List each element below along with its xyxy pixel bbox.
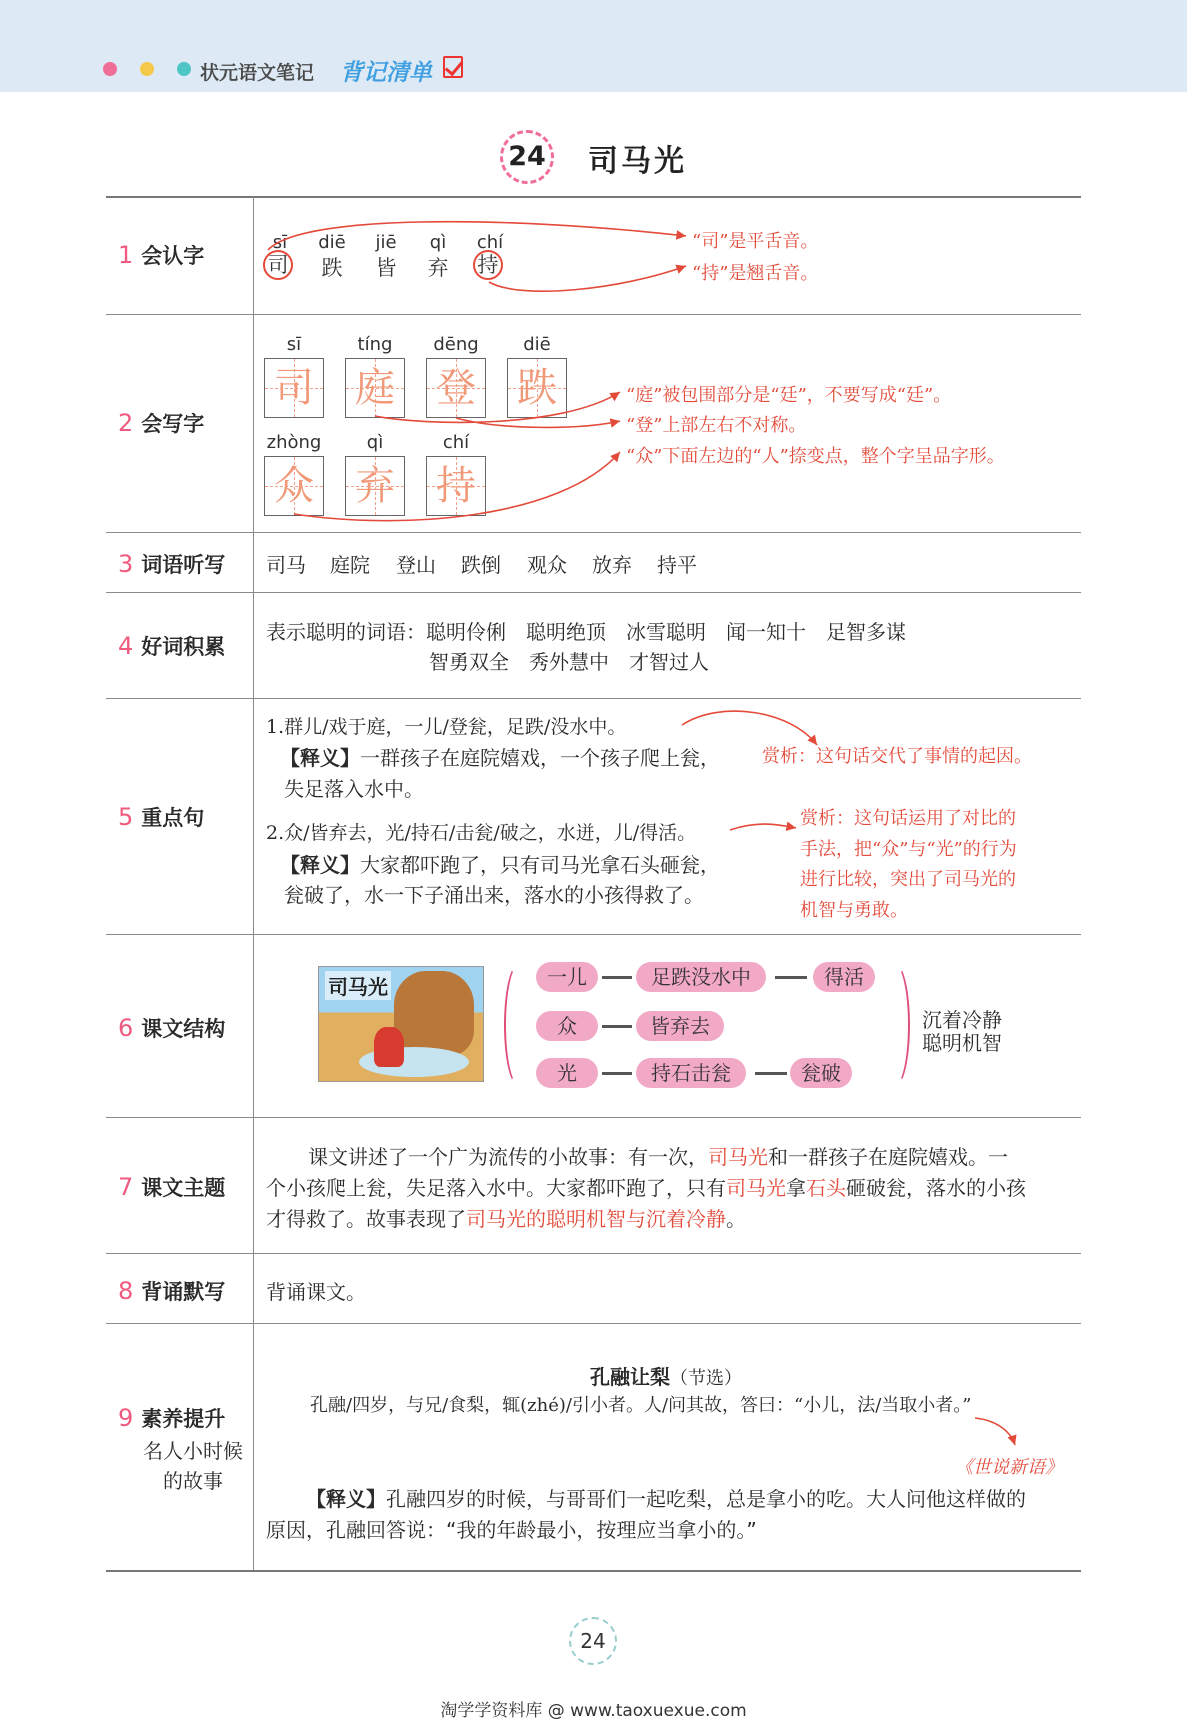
grid-character: 众 xyxy=(274,463,314,509)
explanation-tag: 【释义】 xyxy=(280,853,360,877)
structure-pill: 众 xyxy=(536,1011,598,1041)
pinyin: qì xyxy=(366,432,384,453)
section-number: 1 xyxy=(118,241,134,269)
pinyin: zhòng xyxy=(266,432,322,453)
writing-grid xyxy=(264,358,324,418)
arrow-line xyxy=(375,392,620,422)
grid-character: 登 xyxy=(436,365,476,411)
key-sentence: 2.众/皆弃去，光/持石/击瓮/破之，水迸，儿/得活。 xyxy=(266,822,697,844)
section-title: 课文结构 xyxy=(141,1017,226,1041)
section-number: 7 xyxy=(118,1173,134,1201)
structure-summary: 聪明机智 xyxy=(922,1031,1002,1055)
yellow-dot-icon xyxy=(140,62,154,76)
arrow-line xyxy=(456,418,620,427)
section-number: 6 xyxy=(118,1014,134,1042)
character: 弃 xyxy=(427,256,449,280)
character: 皆 xyxy=(375,256,397,280)
table-bottom-border xyxy=(106,1570,1081,1572)
explanation-tag: 【释义】 xyxy=(306,1487,386,1511)
connector-dash xyxy=(775,976,807,979)
header-bar xyxy=(0,0,1187,92)
theme-line xyxy=(308,1141,1008,1170)
writing-grid xyxy=(345,358,405,418)
pink-dot-icon xyxy=(103,62,117,76)
theme-text: 和一群孩子在庭院嬉戏。一 xyxy=(768,1145,1008,1169)
explanation xyxy=(280,849,720,878)
structure-pill: 瓮破 xyxy=(790,1058,852,1088)
section-6-label xyxy=(118,1013,225,1043)
section-title: 会认字 xyxy=(141,244,205,268)
analysis-note: 进行比较，突出了司马光的 xyxy=(800,869,1016,890)
grid-character: 跌 xyxy=(517,365,557,411)
dictation-word: 登山 xyxy=(396,553,436,577)
dictation-word: 观众 xyxy=(527,553,567,577)
structure-pill: 皆弃去 xyxy=(636,1011,724,1041)
checkmark-icon xyxy=(443,56,463,78)
section-title: 素养提升 xyxy=(141,1407,226,1431)
section-title: 背诵默写 xyxy=(141,1280,226,1304)
explanation-text: 瓮破了，水一下子涌出来，落水的小孩得救了。 xyxy=(284,883,704,907)
dictation-word: 持平 xyxy=(657,553,697,577)
annotation-note: “司”是平舌音。 xyxy=(692,231,819,252)
grid-character: 司 xyxy=(274,365,314,411)
explanation-text: 孔融四岁的时候，与哥哥们一起吃梨，总是拿小的吃。大人问他这样做的 xyxy=(386,1487,1026,1511)
story-illustration xyxy=(318,966,484,1082)
grid-character: 庭 xyxy=(355,365,395,411)
structure-pill: 光 xyxy=(536,1058,598,1088)
left-bracket xyxy=(504,963,534,1087)
theme-highlight: 石头 xyxy=(806,1176,846,1200)
illustration-title: 司马光 xyxy=(325,971,391,1000)
recite-instruction: 背诵课文。 xyxy=(266,1280,366,1304)
section-number: 2 xyxy=(118,409,134,437)
structure-pill: 足跌没水中 xyxy=(636,962,766,992)
dictation-word: 跌倒 xyxy=(461,553,501,577)
theme-text: 。 xyxy=(726,1207,746,1231)
page-number: 24 xyxy=(569,1617,617,1665)
section-subtitle: 的故事 xyxy=(163,1469,223,1493)
analysis-note: 赏析：这句话交代了事情的起因。 xyxy=(762,746,1032,767)
section-8-label xyxy=(118,1276,225,1306)
section-3-label xyxy=(118,549,225,579)
explanation-text: 原因，孔融回答说：“我的年龄最小，按理应当拿小的。” xyxy=(266,1518,757,1542)
footer-watermark: 淘学学资料库 @ www.taoxuexue.com xyxy=(440,1701,747,1719)
theme-text: 才得救了。故事表现了 xyxy=(266,1207,466,1231)
explanation-text: 大家都吓跑了，只有司马光拿石头砸瓮， xyxy=(360,853,720,877)
classical-text: 孔融/四岁，与兄/食梨，辄(zhé)/引小者。人/问其故，答曰：“小儿，法/当取小者。” xyxy=(310,1395,972,1416)
water-jar-illustration xyxy=(394,971,474,1056)
vocab-line: 表示聪明的词语：聪明伶俐 聪明绝顶 冰雪聪明 闻一知十 足智多谋 xyxy=(266,620,906,644)
column-divider xyxy=(253,196,254,1570)
character: 跌 xyxy=(321,256,343,280)
annotation-note: “持”是翘舌音。 xyxy=(692,263,819,284)
arrow-line xyxy=(489,266,686,291)
section-number: 3 xyxy=(118,550,134,578)
section-number: 4 xyxy=(118,632,134,660)
story-title-text: 孔融让梨 xyxy=(590,1365,670,1389)
teal-dot-icon xyxy=(177,62,191,76)
boy-illustration xyxy=(374,1027,404,1067)
connector-dash xyxy=(755,1072,787,1075)
connector-dash xyxy=(602,1072,632,1075)
connector-dash xyxy=(602,976,632,979)
dictation-word: 放弃 xyxy=(592,553,632,577)
decor-dots xyxy=(103,62,191,76)
arrow-line xyxy=(730,824,796,830)
section-4-label xyxy=(118,631,225,661)
section-title: 课文主题 xyxy=(141,1176,226,1200)
theme-text: 拿 xyxy=(786,1176,806,1200)
section-number: 8 xyxy=(118,1277,134,1305)
section-7-label xyxy=(118,1172,225,1202)
analysis-note: 机智与勇敢。 xyxy=(800,900,908,921)
brand-name: 状元语文笔记 xyxy=(200,62,315,84)
annotation-note: “登”上部左右不对称。 xyxy=(626,415,807,436)
structure-pill: 得活 xyxy=(813,962,875,992)
pinyin: dēng xyxy=(433,334,479,355)
story-title xyxy=(590,1361,742,1390)
arrow-line xyxy=(975,1418,1015,1445)
key-sentence: 1.群儿/戏于庭，一儿/登瓮，足跌/没水中。 xyxy=(266,716,627,738)
explanation xyxy=(306,1483,1026,1512)
section-5-label xyxy=(118,802,204,832)
connector-dash xyxy=(602,1025,632,1028)
writing-grid xyxy=(507,358,567,418)
pinyin: chí xyxy=(442,432,470,453)
grid-character: 弃 xyxy=(355,463,395,509)
writing-grid xyxy=(264,456,324,516)
story-title-note: （节选） xyxy=(670,1368,742,1389)
pinyin: qì xyxy=(429,232,447,253)
analysis-note: 赏析：这句话运用了对比的 xyxy=(800,808,1016,829)
right-bracket xyxy=(880,963,910,1087)
explanation-text: 一群孩子在庭院嬉戏，一个孩子爬上瓮， xyxy=(360,746,720,770)
section-2-label xyxy=(118,408,204,438)
section-9-label xyxy=(118,1403,225,1433)
brand-subtitle: 背记清单 xyxy=(340,60,432,86)
explanation-tag: 【释义】 xyxy=(280,746,360,770)
explanation-text: 失足落入水中。 xyxy=(284,777,424,801)
theme-text: 课文讲述了一个广为流传的小故事：有一次， xyxy=(308,1145,708,1169)
theme-highlight: 司马光 xyxy=(726,1176,786,1200)
theme-text: 个小孩爬上瓮，失足落入水中。大家都吓跑了，只有 xyxy=(266,1176,726,1200)
section-1-label xyxy=(118,240,204,270)
section-title: 好词积累 xyxy=(141,635,226,659)
vocab-line: 智勇双全 秀外慧中 才智过人 xyxy=(429,650,709,674)
theme-text: 砸破瓮，落水的小孩 xyxy=(846,1176,1026,1200)
source-note: 《世说新语》 xyxy=(955,1457,1063,1478)
theme-line xyxy=(266,1172,1026,1201)
lesson-title: 司马光 xyxy=(588,144,687,179)
section-title: 会写字 xyxy=(141,412,205,436)
dictation-word: 司马 xyxy=(266,553,306,577)
section-number: 5 xyxy=(118,803,134,831)
pinyin: sī xyxy=(286,334,302,355)
structure-pill: 一儿 xyxy=(536,962,598,992)
pinyin: diē xyxy=(523,334,551,355)
annotation-note: “庭”被包围部分是“廷”，不要写成“廷”。 xyxy=(626,385,952,406)
character-circled: 持 xyxy=(473,250,503,280)
pinyin: jiē xyxy=(375,232,397,253)
pinyin: sī xyxy=(272,232,288,253)
grid-character: 持 xyxy=(436,463,476,509)
pinyin: tíng xyxy=(357,334,393,355)
section-number: 9 xyxy=(118,1404,134,1432)
writing-grid xyxy=(426,456,486,516)
structure-pill: 持石击瓮 xyxy=(636,1058,746,1088)
writing-grid xyxy=(426,358,486,418)
pinyin: diē xyxy=(318,232,346,253)
character-circled: 司 xyxy=(263,250,293,280)
explanation xyxy=(280,742,720,771)
dictation-word: 庭院 xyxy=(330,553,370,577)
structure-summary: 沉着冷静 xyxy=(922,1008,1002,1032)
section-title: 词语听写 xyxy=(141,553,226,577)
section-subtitle: 名人小时候 xyxy=(143,1439,243,1463)
section-title: 重点句 xyxy=(141,806,205,830)
analysis-note: 手法，把“众”与“光”的行为 xyxy=(800,839,1017,860)
lesson-number: 24 xyxy=(500,130,554,184)
annotation-note: “众”下面左边的“人”捺变点，整个字呈品字形。 xyxy=(626,446,1005,467)
pinyin: chí xyxy=(476,232,504,253)
theme-highlight: 司马光的聪明机智与沉着冷静 xyxy=(466,1207,726,1231)
theme-line xyxy=(266,1203,746,1232)
theme-highlight: 司马光 xyxy=(708,1145,768,1169)
arrow-line xyxy=(682,711,817,745)
writing-grid xyxy=(345,456,405,516)
